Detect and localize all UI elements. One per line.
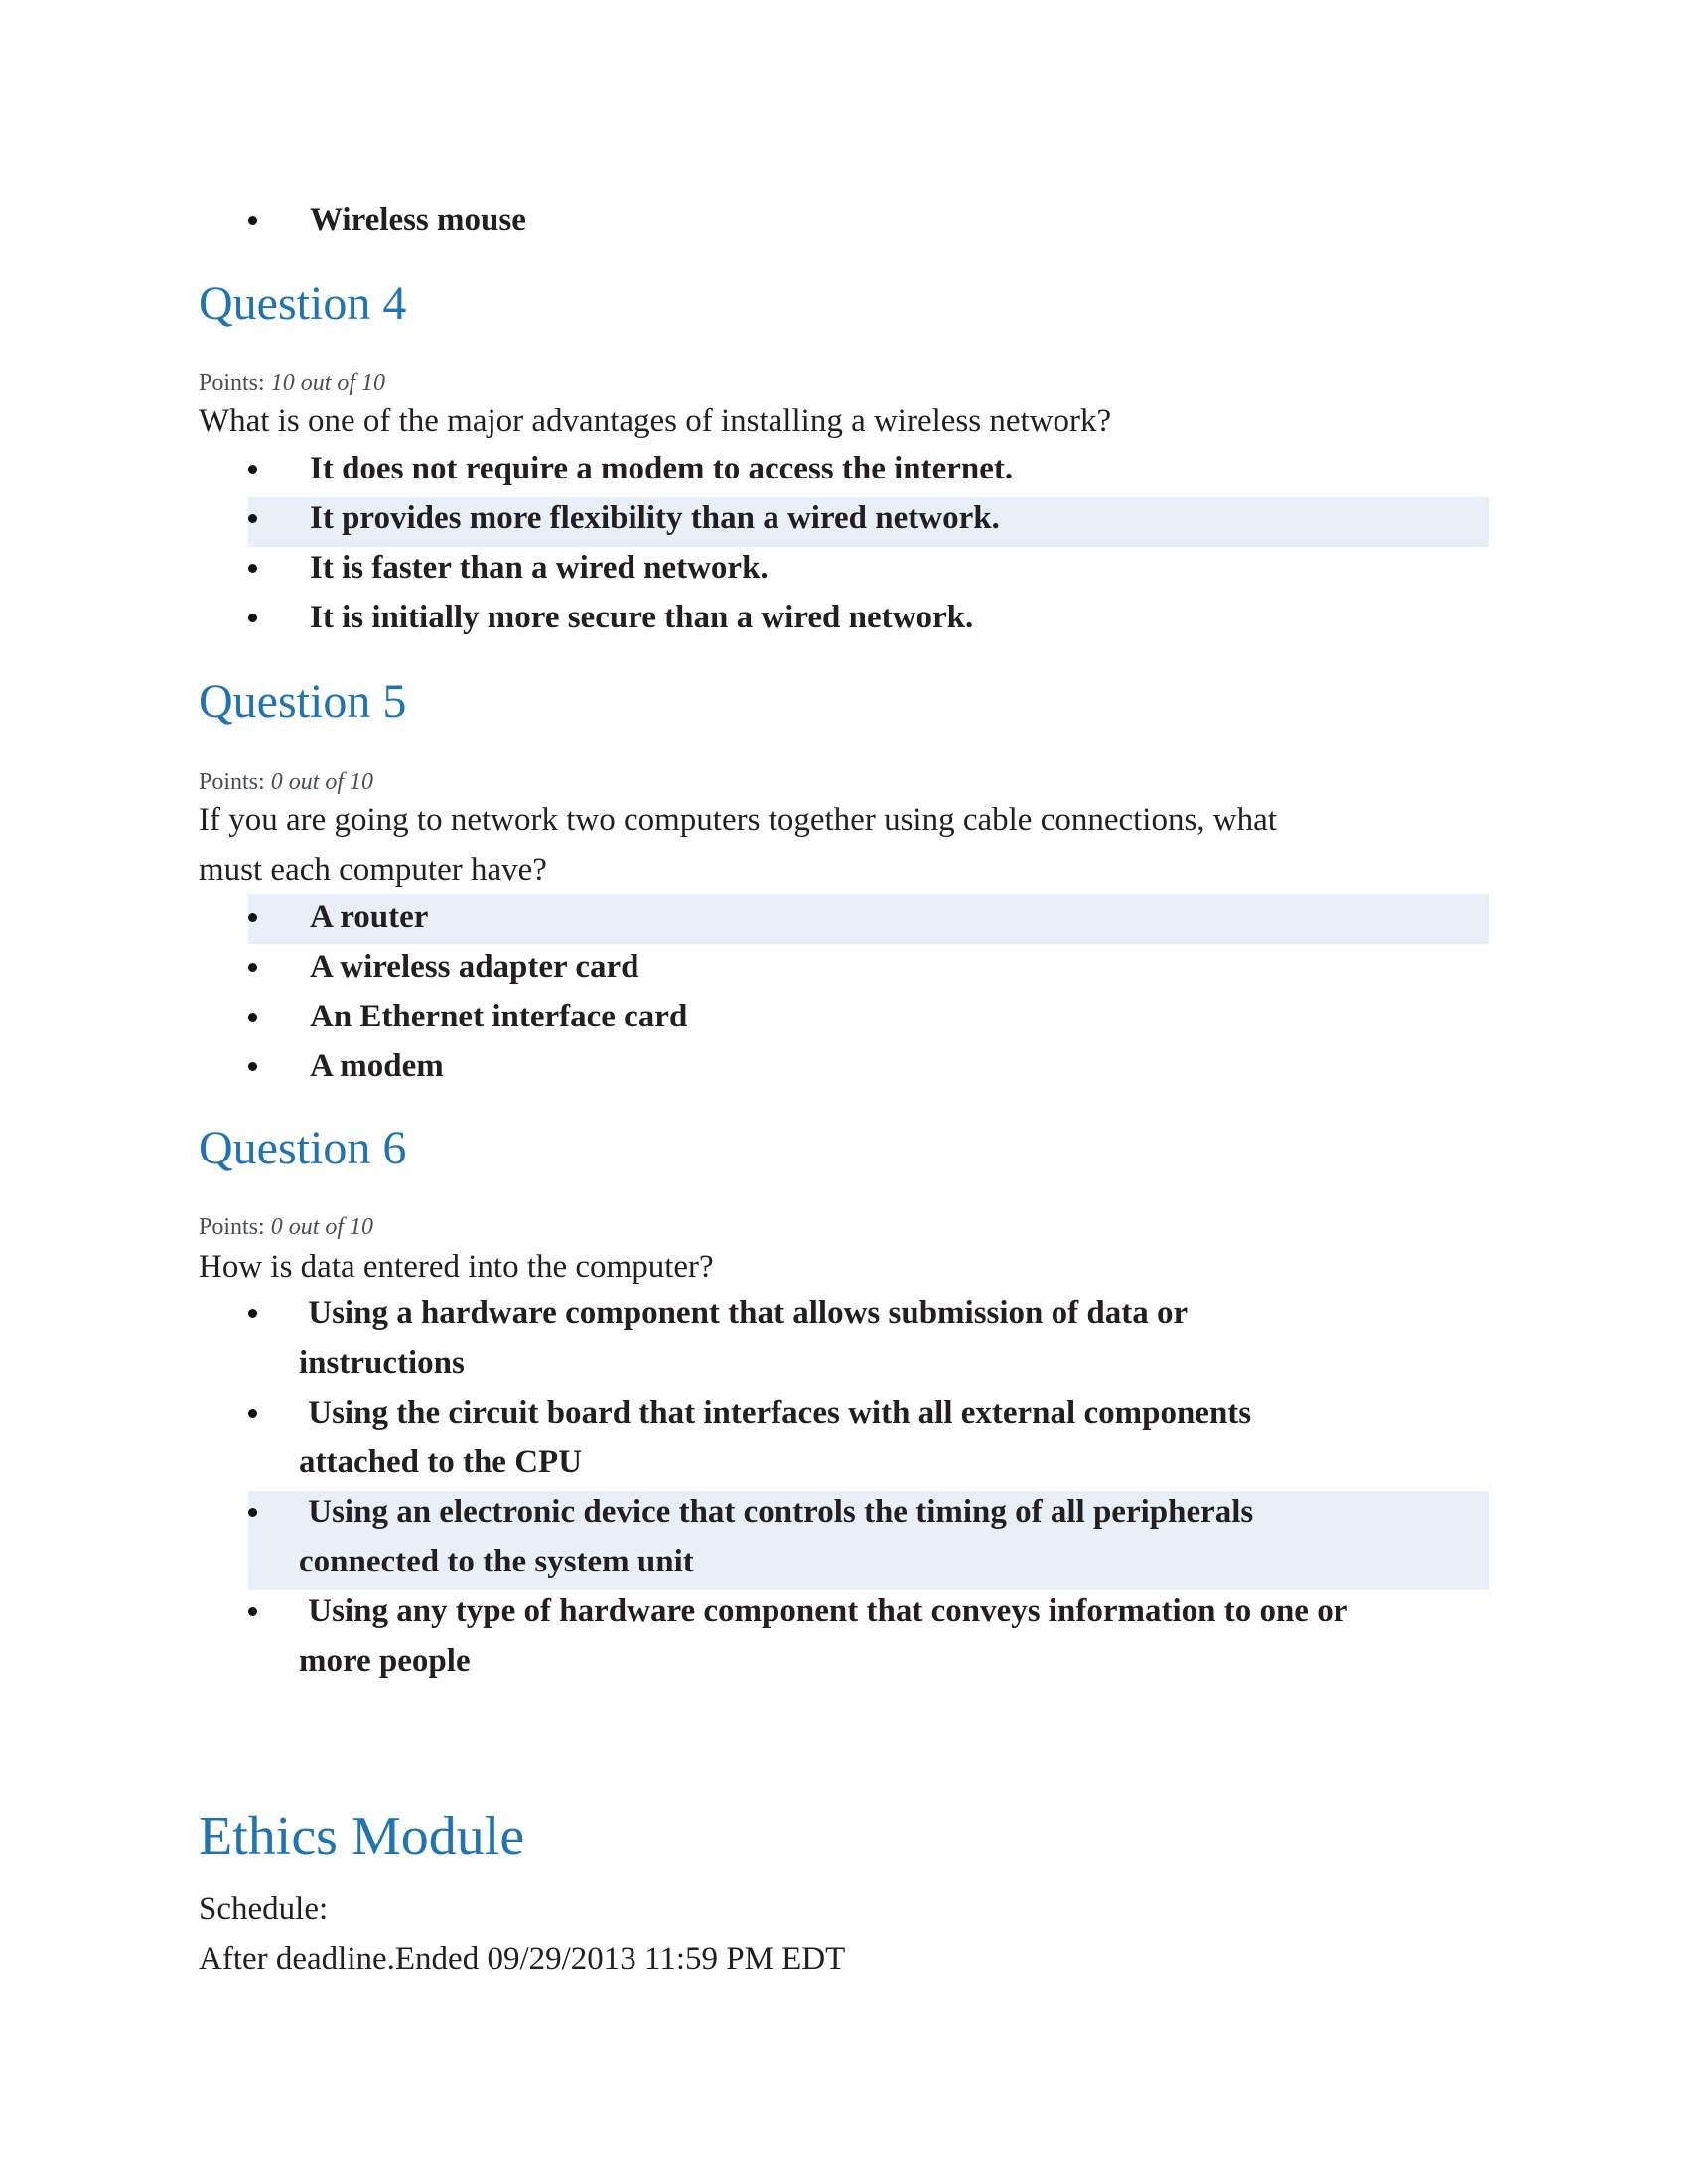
bullet-icon xyxy=(248,514,257,523)
question-5-points xyxy=(199,770,373,794)
q4-option-4[interactable]: It is initially more secure than a wired network. xyxy=(310,600,974,635)
question-6-text: How is data entered into the computer? xyxy=(199,1249,714,1285)
q5-option-2[interactable]: A wireless adapter card xyxy=(310,949,639,985)
bullet-icon xyxy=(248,465,257,474)
q6-option-2-line-1[interactable]: Using the circuit board that interfaces with all external components xyxy=(300,1395,1252,1431)
question-6-points xyxy=(199,1215,373,1239)
bullet-icon xyxy=(248,913,257,922)
points-label: Points: xyxy=(199,769,265,795)
bullet-icon xyxy=(248,1607,257,1616)
q5-option-4[interactable]: A modem xyxy=(310,1048,444,1084)
points-label: Points: xyxy=(199,370,265,396)
bullet-icon xyxy=(248,614,257,622)
question-5-title: Question 5 xyxy=(199,675,407,728)
points-value: 0 out of 10 xyxy=(270,1214,374,1240)
bullet-icon xyxy=(248,1409,257,1418)
q6-option-1-line-2[interactable]: instructions xyxy=(299,1345,465,1381)
module-title: Ethics Module xyxy=(199,1806,525,1867)
question-4-points xyxy=(199,371,385,395)
bullet-icon xyxy=(248,564,257,573)
q6-option-4-line-1[interactable]: Using any type of hardware component that conveys information to one or xyxy=(300,1593,1348,1629)
q4-option-3[interactable]: It is faster than a wired network. xyxy=(310,550,769,586)
bullet-icon xyxy=(248,1013,257,1022)
bullet-icon xyxy=(248,1508,257,1517)
q5-option-1-selected[interactable]: A router xyxy=(310,899,429,935)
bullet-icon xyxy=(248,1309,257,1318)
bullet-icon xyxy=(248,963,257,972)
q6-option-3-line-1-selected[interactable]: Using an electronic device that controls the timing of all peripherals xyxy=(300,1494,1254,1530)
question-4-text: What is one of the major advantages of installing a wireless network? xyxy=(199,403,1112,439)
bullet-icon xyxy=(248,216,257,225)
q6-option-4-line-2[interactable]: more people xyxy=(299,1643,471,1679)
points-value: 0 out of 10 xyxy=(270,769,374,795)
points-value: 10 out of 10 xyxy=(270,370,386,396)
q6-option-2-line-2[interactable]: attached to the CPU xyxy=(299,1444,583,1480)
question-5-text-line-2: must each computer have? xyxy=(199,852,547,887)
q5-option-3[interactable]: An Ethernet interface card xyxy=(310,999,688,1034)
q6-option-3-line-2-selected[interactable]: connected to the system unit xyxy=(299,1544,694,1579)
q6-option-1-line-1[interactable]: Using a hardware component that allows submission of data or xyxy=(300,1296,1189,1331)
q4-option-2-selected[interactable]: It provides more flexibility than a wired network. xyxy=(310,500,1000,536)
schedule-value: After deadline.Ended 09/29/2013 11:59 PM EDT xyxy=(199,1941,846,1977)
prev-option-wireless-mouse[interactable]: Wireless mouse xyxy=(310,203,526,238)
question-6-title: Question 6 xyxy=(199,1122,407,1174)
question-4-title: Question 4 xyxy=(199,277,407,330)
selected-answer-highlight xyxy=(248,894,1489,944)
points-label: Points: xyxy=(199,1214,265,1240)
q4-option-1[interactable]: It does not require a modem to access the internet. xyxy=(310,451,1014,486)
question-5-text-line-1: If you are going to network two computers together using cable connections, what xyxy=(199,802,1277,838)
schedule-label: Schedule: xyxy=(199,1891,329,1927)
bullet-icon xyxy=(248,1062,257,1071)
